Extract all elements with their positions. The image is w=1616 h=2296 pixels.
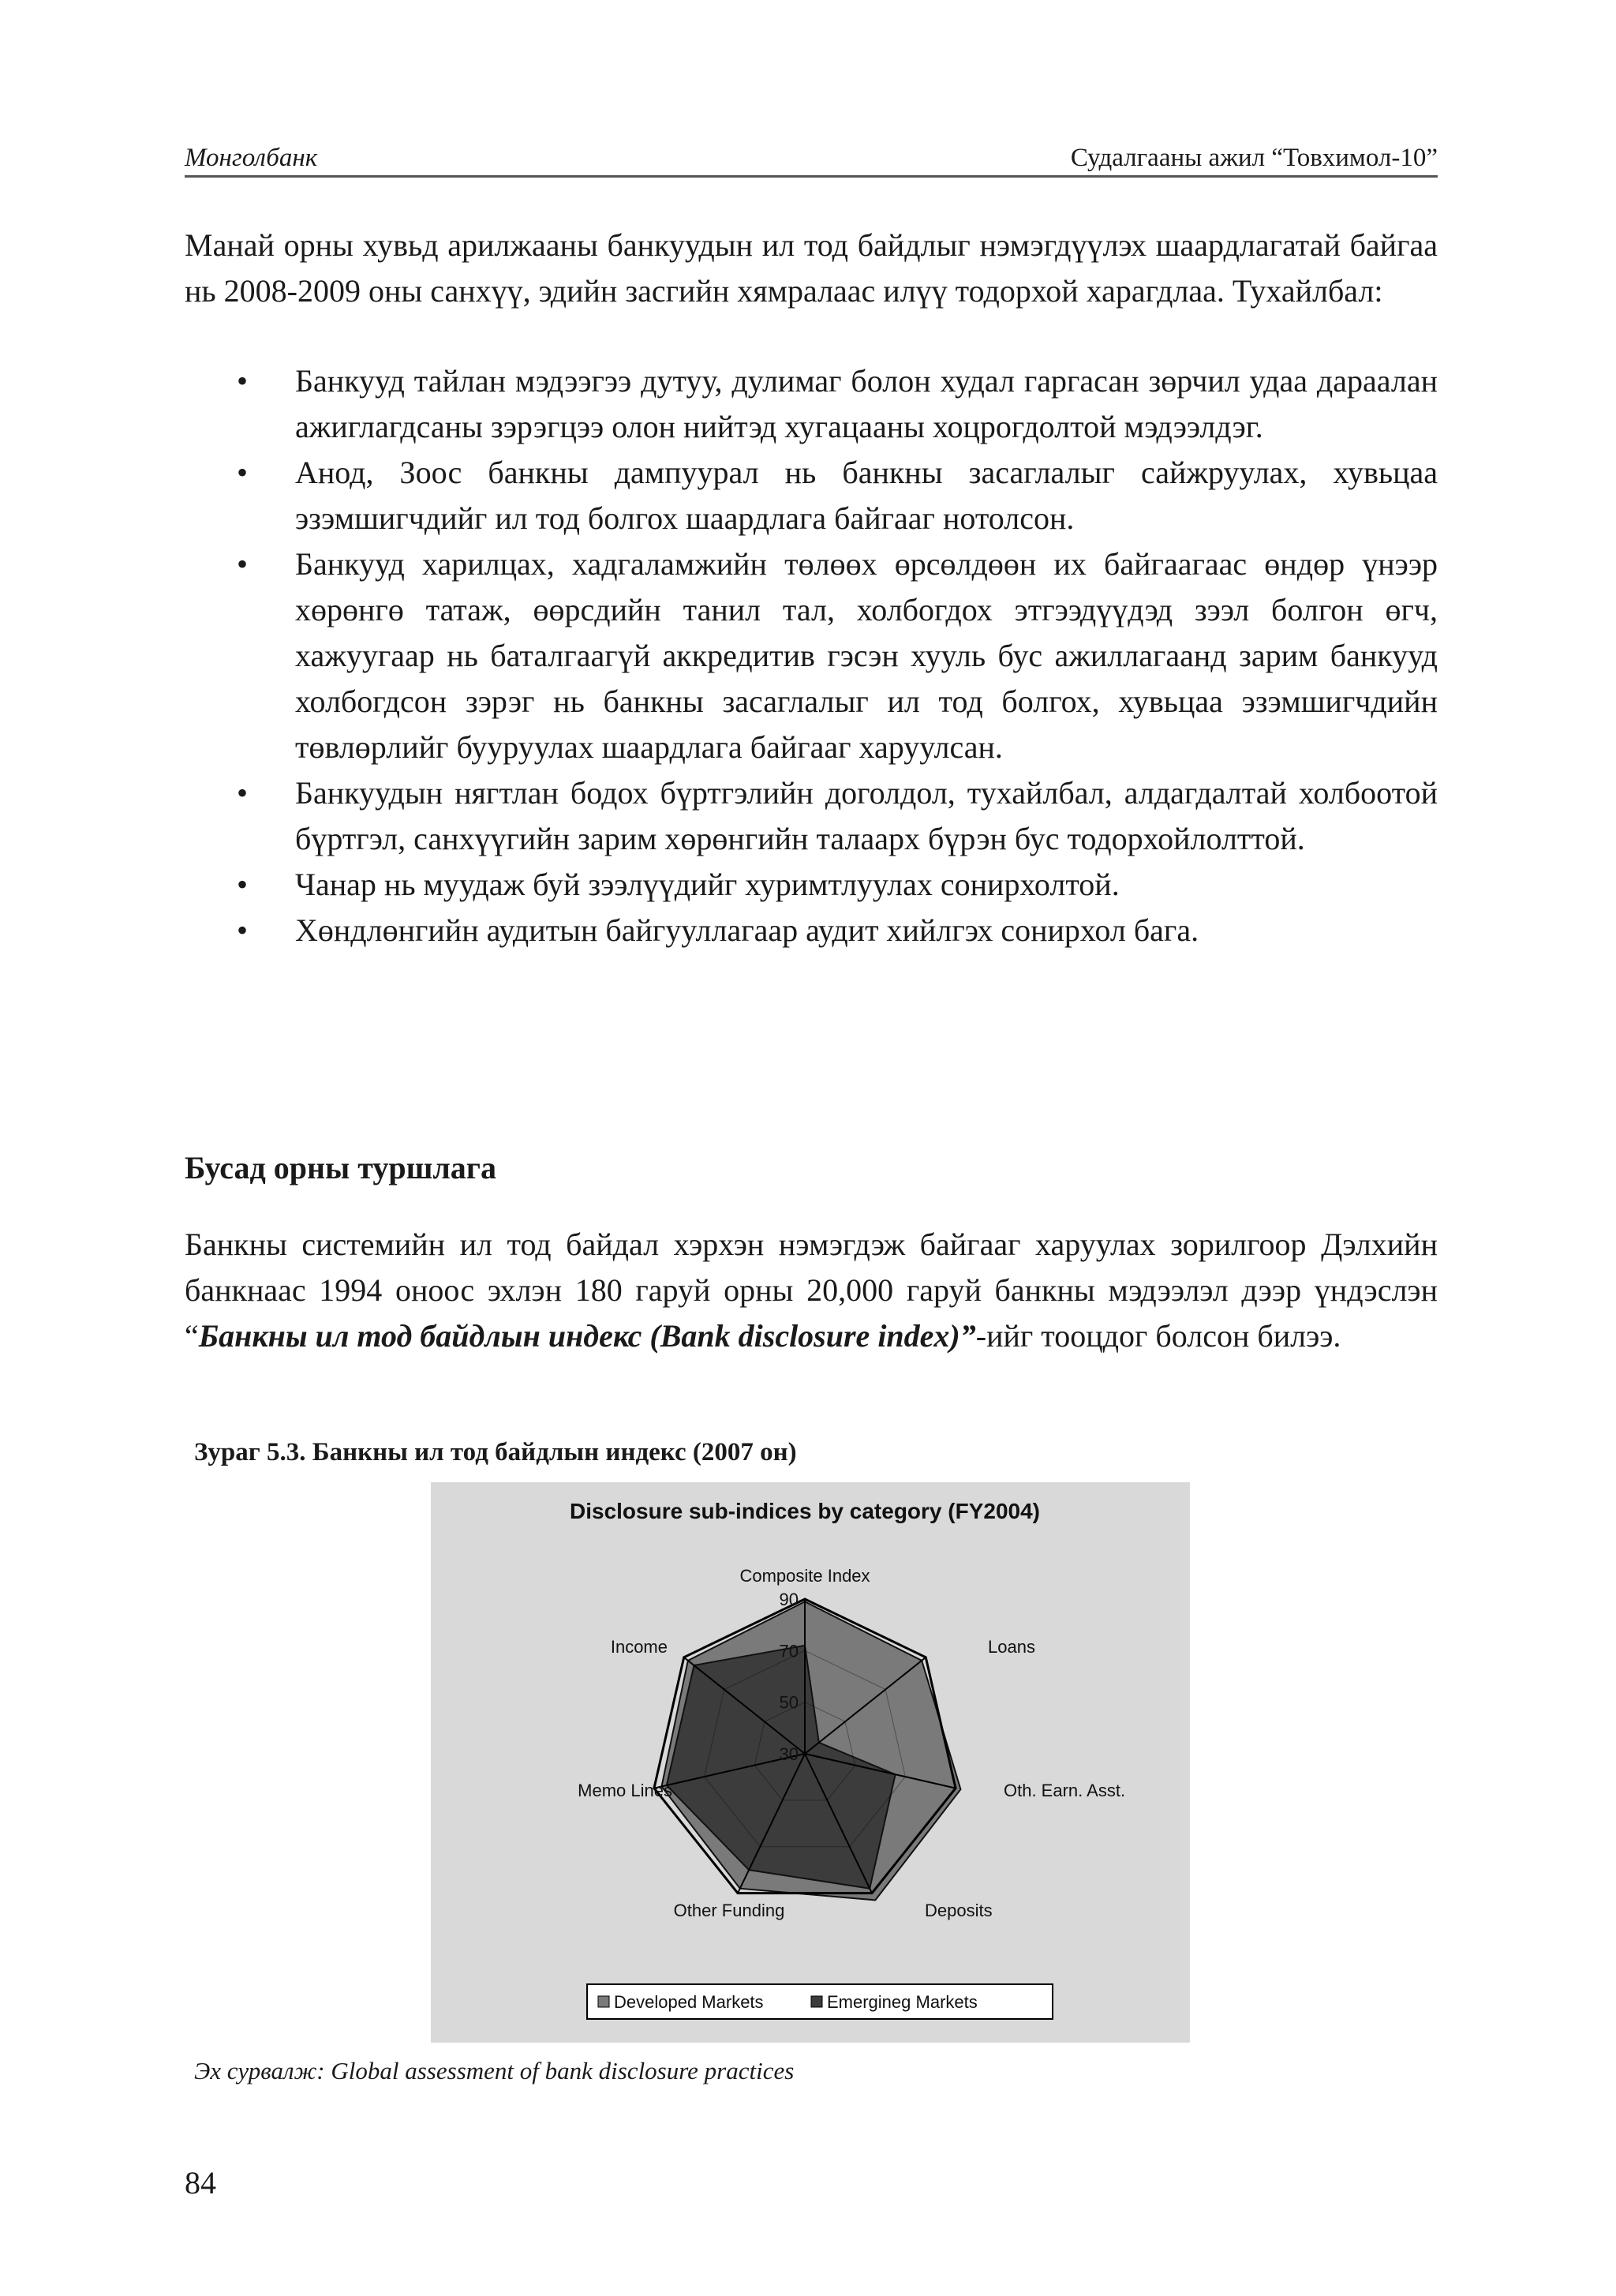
radar-chart-svg: [431, 1482, 1190, 2043]
index-name: Банкны ил тод байдлын индекс (Bank disclosure index)”: [198, 1318, 976, 1354]
category-label: Deposits: [925, 1901, 993, 1920]
bullet-icon: •: [237, 775, 249, 811]
section-title: Бусад орны туршлага: [185, 1150, 496, 1185]
list-item: [185, 450, 1438, 541]
legend-swatch: [598, 1996, 609, 2007]
list-item-text: Чанар нь муудаж буй зээлүүдийг хуримтлуулах сонирхолтой.: [295, 867, 1120, 902]
bullet-icon: •: [237, 912, 249, 948]
paragraph-text-end: -ийг тооцдог болсон билээ.: [975, 1318, 1341, 1354]
tick-label: 50: [779, 1692, 799, 1713]
page-header: [185, 140, 1438, 178]
page-number: 84: [185, 2165, 216, 2200]
bullet-icon: •: [237, 455, 249, 490]
tick-label: 30: [779, 1744, 799, 1764]
list-item: [185, 358, 1438, 450]
list-item: [185, 770, 1438, 862]
legend-label: Developed Markets: [614, 1992, 764, 2012]
category-label: Other Funding: [673, 1901, 785, 1920]
figure-source: Эх сурвалж: Global assessment of bank disclosure practices: [194, 2057, 795, 2084]
list-item: [185, 862, 1438, 908]
category-label: Composite Index: [739, 1566, 870, 1586]
category-label: Loans: [988, 1637, 1035, 1657]
header-right: Судалгааны ажил “Товхимол-10”: [1070, 144, 1438, 172]
list-item-text: Хөндлөнгийн аудитын байгууллагаар аудит хийлгэх сонирхол бага.: [295, 912, 1199, 948]
tick-label: 90: [779, 1590, 799, 1609]
list-item-text: Банкуудын нягтлан бодох бүртгэлийн доголдол, тухайлбал, алдагдалтай холбоотой бүртгэл, санхүүгийн зарим хөрөнгийн талаарх бүрэн бус тодорхойлолттой.: [295, 775, 1438, 856]
legend-swatch: [811, 1996, 822, 2007]
radar-chart: [431, 1482, 1190, 2043]
header-left: Монголбанк: [185, 144, 318, 172]
category-label: Memo Lines: [578, 1781, 672, 1800]
experience-paragraph: [185, 1222, 1438, 1359]
bullet-icon: •: [237, 546, 249, 582]
intro-paragraph: Манай орны хувьд арилжааны банкуудын ил тод байдлыг нэмэгдүүлэх шаардлагатай байгаа нь 2008-2009 оны санхүү, эдийн засгийн хямралаас илүү тодорхой харагдлаа. Тухайлбал:: [185, 227, 1438, 309]
bullet-icon: •: [237, 867, 249, 902]
list-item: [185, 908, 1438, 953]
list-item-text: Банкууд тайлан мэдээгээ дутуу, дулимаг болон худал гаргасан зөрчил удаа дараалан ажиглагдсаны зэрэгцээ олон нийтэд хугацааны хоцрогдолтой мэдээлдэг.: [295, 363, 1438, 444]
category-label: Income: [610, 1637, 668, 1657]
bullet-icon: •: [237, 363, 249, 399]
list-item-text: Анод, Зоос банкны дампуурал нь банкны засаглалыг сайжруулах, хувьцаа эзэмшигчдийг ил тод болгох шаардлага байгааг нотолсон.: [295, 455, 1438, 536]
bullet-list: [185, 358, 1438, 953]
category-label: Oth. Earn. Asst.: [1004, 1781, 1126, 1800]
figure-caption: Зураг 5.3. Банкны ил тод байдлын индекс (2007 он): [194, 1438, 797, 1466]
list-item: [185, 541, 1438, 770]
paragraph-text: Банкны системийн ил тод байдал хэрхэн нэмэгдэж байгааг харуулах зорилгоор Дэлхийн банкнаас 1994 оноос эхлэн 180 гаруй орны 20,000 гаруй банкны мэдээлэл дээр үндэслэн “: [185, 1227, 1438, 1354]
chart-title: Disclosure sub-indices by category (FY2004): [570, 1499, 1040, 1523]
tick-label: 70: [779, 1641, 799, 1661]
list-item-text: Банкууд харилцах, хадгаламжийн төлөөх өрсөлдөөн их байгаагаас өндөр үнээр хөрөнгө татаж, өөрсдийн танил тал, холбогдох этгээдүүдэд зээл болгон өгч, хажуугаар нь баталгаагүй аккредитив гэсэн хууль бус ажиллагаанд зарим банкууд холбогдсон зэрэг нь банкны засаглалыг ил тод болгох, хувьцаа эзэмшигчдийн төвлөрлийг бууруулах шаардлага байгааг харуулсан.: [295, 546, 1438, 765]
legend-label: Emergineg Markets: [827, 1992, 978, 2012]
